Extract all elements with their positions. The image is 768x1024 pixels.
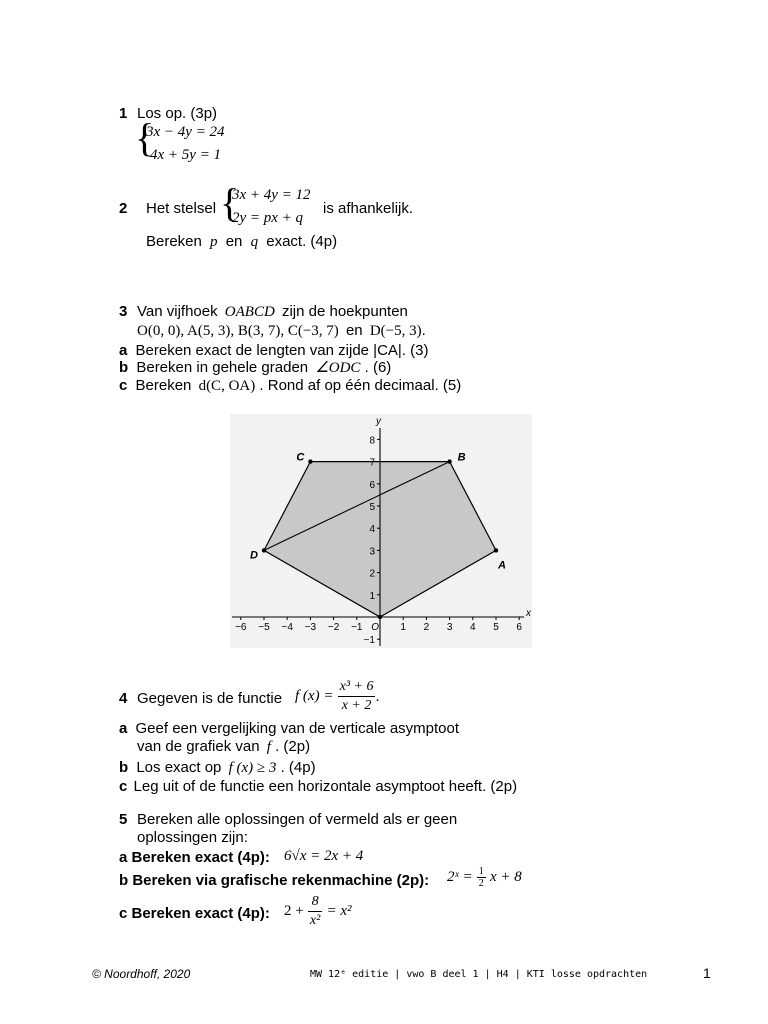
question-3-number: 3 bbox=[119, 303, 128, 320]
vertex-label-a: A bbox=[498, 559, 506, 572]
question-5c-text: c Bereken exact (4p): bbox=[119, 905, 270, 922]
q5c-equation: 2 + $\frac{8}{\text{x²}}$ = x² bbox=[284, 894, 352, 928]
y-tick-label: 6 bbox=[369, 479, 375, 491]
brace-symbol: { bbox=[135, 115, 155, 160]
y-tick-label: 8 bbox=[369, 435, 375, 447]
y-tick-label: 2 bbox=[369, 568, 375, 580]
question-3b: b Bereken in gehele graden ∠ODC . (6) bbox=[119, 359, 392, 376]
question-4-intro: Gegeven is de functie bbox=[137, 690, 283, 707]
x-tick-label: 2 bbox=[423, 622, 430, 633]
y-tick-label: 5 bbox=[369, 502, 375, 513]
x-axis-label: x bbox=[526, 608, 531, 619]
question-4a: a Geef een vergelijking van de verticale asymptoot bbox=[119, 720, 460, 737]
question-4a-line2: van de grafiek van f . (2p) bbox=[137, 738, 311, 755]
question-2-prefix: Het stelsel bbox=[146, 200, 217, 217]
y-tick-label: 3 bbox=[369, 546, 375, 558]
y-axis-label: y bbox=[376, 416, 381, 427]
x-tick-label: 5 bbox=[493, 622, 499, 633]
x-tick-label: 4 bbox=[470, 622, 476, 633]
pentagon-coordinate-figure bbox=[230, 414, 532, 648]
question-5-line1: Bereken alle oplossingen of vermeld als er geen bbox=[137, 811, 458, 828]
x-tick-label: −3 bbox=[304, 622, 317, 633]
vertex-point-d bbox=[262, 548, 266, 552]
page-number: 1 bbox=[703, 965, 711, 981]
y-tick-label: 7 bbox=[369, 457, 375, 469]
x-tick-label: −2 bbox=[327, 622, 340, 633]
question-1-text: Los op. (3p) bbox=[137, 105, 218, 122]
question-3c: c Bereken d(C, OA) . Rond af op één decimaal. (5) bbox=[119, 377, 462, 394]
footer-copyright: © Noordhoff, 2020 bbox=[92, 967, 191, 981]
question-3-intro: Van vijfhoek OABCD zijn de hoekpunten bbox=[137, 303, 408, 320]
question-5-number: 5 bbox=[119, 811, 128, 828]
q2-equation-1: 3x + 4y = 12 bbox=[232, 187, 311, 203]
x-tick-label: −5 bbox=[258, 622, 270, 633]
q5a-equation: 6√x = 2x + 4 bbox=[284, 848, 364, 864]
vertex-point-a bbox=[494, 548, 498, 552]
footer-edition: MW 12ᵉ editie | vwo B deel 1 | H4 | KTI losse opdrachten bbox=[310, 969, 648, 980]
x-tick-label: −4 bbox=[281, 622, 293, 633]
x-tick-label: −1 bbox=[351, 622, 363, 633]
question-4-number: 4 bbox=[119, 690, 128, 707]
question-5a-text: a Bereken exact (4p): bbox=[119, 849, 270, 866]
question-5b-text: b Bereken via grafische rekenmachine (2p): bbox=[119, 872, 430, 889]
vertex-point-o bbox=[378, 615, 382, 619]
x-tick-label: 1 bbox=[400, 622, 406, 633]
brace-symbol: { bbox=[220, 180, 240, 225]
vertex-point-b bbox=[447, 459, 451, 463]
question-1-number: 1 bbox=[119, 105, 128, 122]
question-4c: c Leg uit of de functie een horizontale asymptoot heeft. (2p) bbox=[119, 778, 518, 795]
x-tick-label: 3 bbox=[446, 622, 453, 633]
vertex-point-c bbox=[308, 459, 312, 463]
y-tick-label: 1 bbox=[369, 590, 375, 602]
q5b-equation: 2ˣ = $\frac{1}{2}$ x + 8 bbox=[447, 866, 522, 889]
question-3a: a Bereken exact de lengten van zijde |CA|. (3) bbox=[119, 342, 429, 359]
vertex-label-d: D bbox=[250, 549, 258, 562]
x-tick-label: O bbox=[371, 622, 379, 633]
question-2-suffix: is afhankelijk. bbox=[323, 200, 414, 217]
q2-equation-2: 2y = px + q bbox=[232, 210, 304, 226]
x-tick-label: 6 bbox=[516, 622, 522, 633]
y-tick-label: 4 bbox=[369, 524, 375, 536]
vertex-label-c: C bbox=[296, 451, 305, 464]
q1-equation-2: 4x + 5y = 1 bbox=[150, 147, 222, 163]
question-2-number: 2 bbox=[119, 200, 128, 217]
question-4b: b Los exact op f (x) ≥ 3 . (4p) bbox=[119, 759, 316, 776]
x-tick-label: −6 bbox=[235, 622, 247, 633]
vertex-label-b: B bbox=[457, 451, 466, 464]
q1-equation-1: 3x − 4y = 24 bbox=[146, 124, 225, 140]
y-tick-label: −1 bbox=[363, 635, 375, 647]
question-3-points: O(0, 0), A(5, 3), B(3, 7), C(−3, 7) en D(−5, 3). bbox=[137, 322, 426, 339]
q4-function: f (x) = $\frac{\text{x³ + 6}}{x + 2}$ . bbox=[295, 679, 380, 713]
question-2-line2: Bereken p en q exact. (4p) bbox=[146, 233, 338, 250]
question-5-line2: oplossingen zijn: bbox=[137, 829, 248, 846]
